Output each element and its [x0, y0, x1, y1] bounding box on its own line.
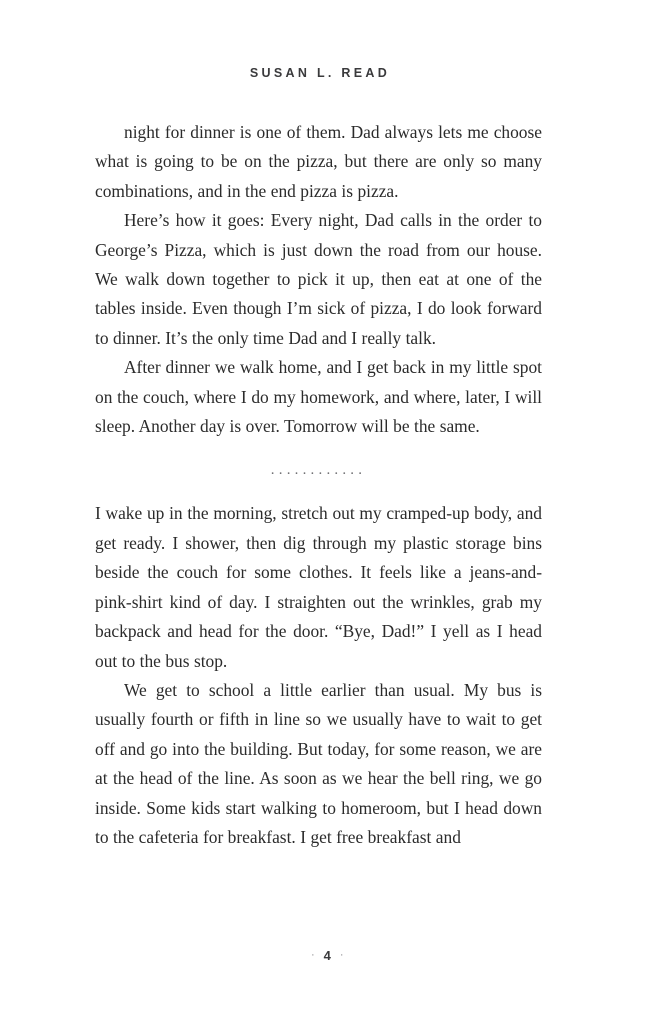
paragraph: Here’s how it goes: Every night, Dad calls in the order to George’s Pizza, which is just down the road from our house. We walk down together to pick it up, then eat at one of the tables inside. Even though I’m sick of pizza, I do look forward to dinner. It’s the only time Dad and I really talk.: [95, 210, 542, 348]
page-folio: [0, 933, 640, 978]
paragraph: I wake up in the morning, stretch out my cramped-up body, and get ready. I shower, then dig through my plastic storage bins beside the couch for some clothes. It feels like a jeans-and-pink-shirt kind of day. I straighten out the wrinkles, grab my backpack and head for the door. “Bye, Dad!” I yell as I head out to the bus stop.: [95, 503, 542, 671]
folio-right-ornament: ·: [339, 949, 344, 961]
scene-break-divider: ............: [270, 462, 367, 479]
page-number: 4: [323, 948, 331, 963]
folio-left-ornament: ·: [310, 949, 315, 961]
body-text-block: [95, 118, 542, 852]
paragraph: night for dinner is one of them. Dad always lets me choose what is going to be on the pizza, but there are only so many combinations, and in the end pizza is pizza.: [95, 122, 542, 201]
running-head: SUSAN L. READ: [249, 66, 391, 80]
paragraph: We get to school a little earlier than usual. My bus is usually fourth or fifth in line so we usually have to wait to get off and go into the building. But today, for some reason, we are at the head of the line. As soon as we hear the bell ring, we go inside. Some kids start walking to homeroom, but I head down to the cafeteria for breakfast. I get free breakfast and: [95, 679, 542, 847]
paragraph: After dinner we walk home, and I get back in my little spot on the couch, where I do my homework, and where, later, I will sleep. Another day is over. Tomorrow will be the same.: [95, 357, 542, 437]
